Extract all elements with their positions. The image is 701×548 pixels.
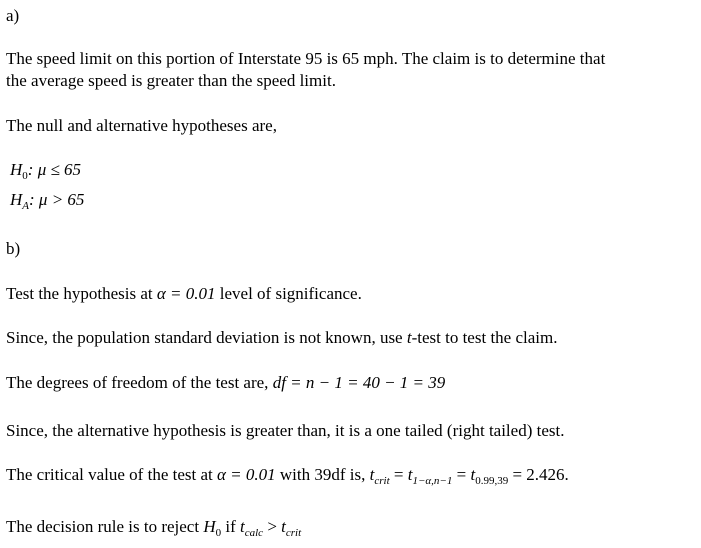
intro-line-2: the average speed is greater than the speed limit. bbox=[6, 71, 336, 90]
alpha-value: α = 0.01 bbox=[156, 284, 216, 303]
df-formula: df = n − 1 = 40 − 1 = 39 bbox=[272, 373, 446, 392]
alternative-hypothesis bbox=[10, 190, 84, 210]
crit-sub-crit: crit bbox=[374, 475, 390, 487]
sd-line bbox=[6, 328, 557, 348]
part-a-label: a) bbox=[6, 6, 20, 25]
test-pre: Test the hypothesis at bbox=[6, 284, 153, 303]
sd-post: -test to test the claim. bbox=[411, 328, 558, 347]
sd-t: t bbox=[406, 328, 412, 347]
tail-line: Since, the alternative hypothesis is greater than, it is a one tailed (right tailed) test. bbox=[6, 421, 565, 440]
h0-symbol: H bbox=[10, 160, 23, 179]
crit-t1: t bbox=[369, 465, 375, 484]
h0-relation: : μ ≤ 65 bbox=[27, 160, 82, 179]
critical-value-line bbox=[6, 465, 569, 485]
crit-eq1: = bbox=[389, 465, 408, 484]
rule-h: H bbox=[203, 517, 216, 536]
rule-t1: t bbox=[240, 517, 245, 536]
h0-sub: 0 bbox=[22, 170, 28, 182]
hypotheses-intro: The null and alternative hypotheses are, bbox=[6, 116, 277, 135]
sd-pre: Since, the population standard deviation is not known, use bbox=[6, 328, 403, 347]
rule-pre: The decision rule is to reject bbox=[6, 517, 200, 536]
ha-symbol: H bbox=[10, 190, 23, 209]
part-b-label: b) bbox=[6, 239, 21, 258]
crit-t3: t bbox=[470, 465, 476, 484]
crit-eq2: = bbox=[452, 465, 471, 484]
crit-mid: with 39df is, bbox=[279, 465, 366, 484]
crit-sub-values: 0.99,39 bbox=[475, 475, 509, 487]
intro-line-1: The speed limit on this portion of Interstate 95 is 65 mph. The claim is to determine that bbox=[6, 49, 606, 68]
crit-end: . bbox=[564, 465, 569, 484]
rule-sub-crit: crit bbox=[285, 527, 302, 539]
rule-gt: > bbox=[263, 517, 282, 536]
test-post: level of significance. bbox=[219, 284, 362, 303]
rule-if: if bbox=[225, 517, 236, 536]
rule-t2: t bbox=[281, 517, 286, 536]
crit-alpha: α = 0.01 bbox=[217, 465, 276, 484]
null-hypothesis bbox=[10, 160, 81, 180]
df-pre: The degrees of freedom of the test are, bbox=[6, 373, 269, 392]
crit-value: = 2.426 bbox=[508, 465, 565, 484]
crit-t2: t bbox=[407, 465, 413, 484]
significance-line bbox=[6, 284, 362, 304]
rule-sub-calc: calc bbox=[244, 527, 264, 539]
crit-sub-quantile: 1−α,n−1 bbox=[412, 475, 453, 487]
decision-rule-line bbox=[6, 517, 301, 537]
ha-relation: : μ > 65 bbox=[29, 190, 85, 209]
crit-pre: The critical value of the test at bbox=[6, 465, 213, 484]
ha-sub: A bbox=[22, 200, 30, 212]
df-line bbox=[6, 373, 445, 393]
rule-h-sub: 0 bbox=[215, 527, 222, 539]
